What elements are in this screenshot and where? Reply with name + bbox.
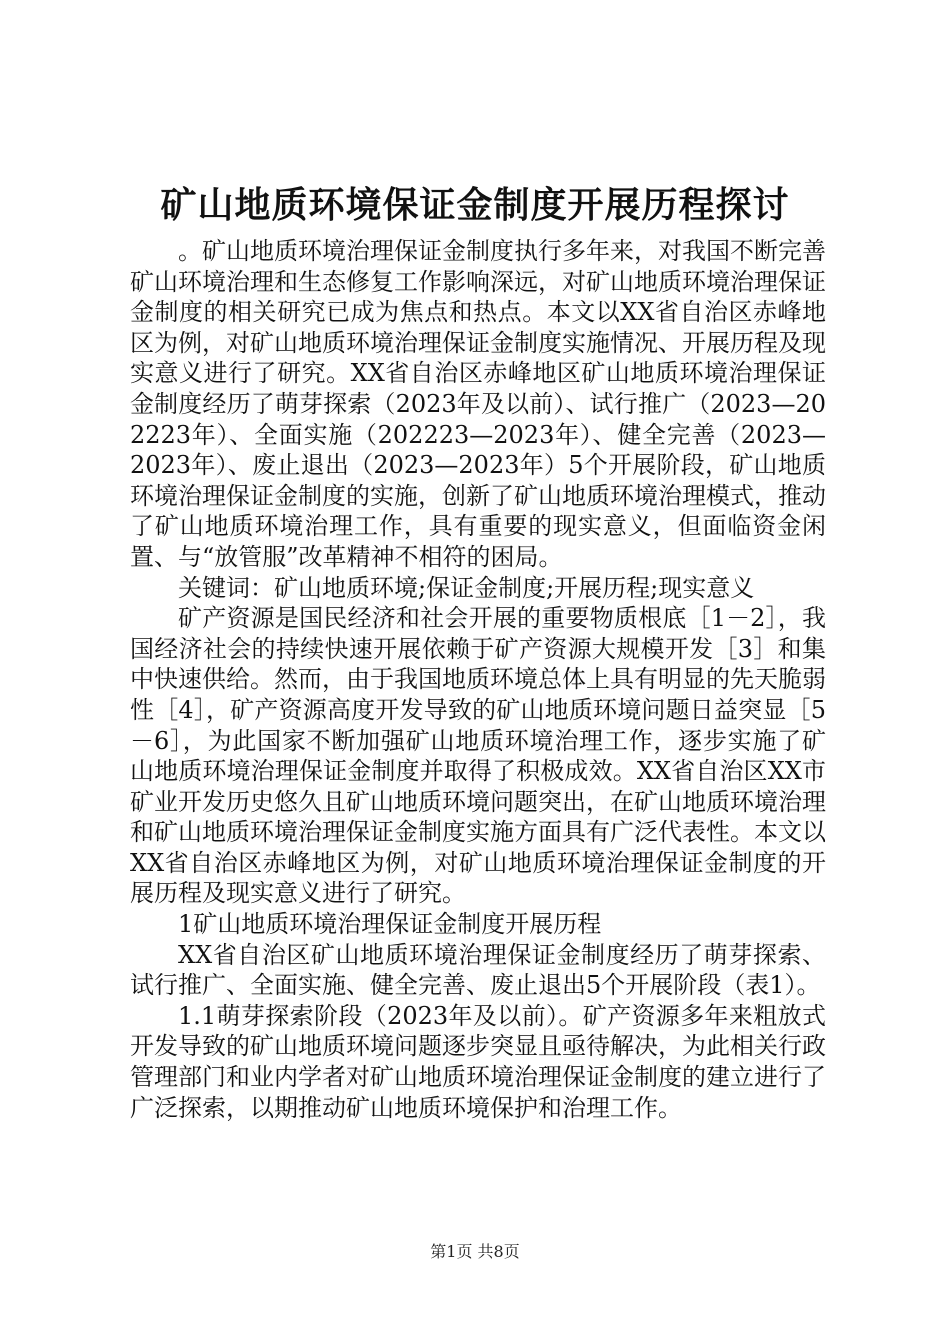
page-number-footer: 第1页 共8页: [430, 1242, 520, 1261]
document-title: 矿山地质环境保证金制度开展历程探讨: [160, 184, 790, 226]
abstract-paragraph: 。矿山地质环境治理保证金制度执行多年来，对我国不断完善矿山环境治理和生态修复工作影响深远，对矿山地质环境治理保证金制度的相关研究已成为焦点和热点。本文以XX省自治区赤峰地区为例，对矿山地质环境治理保证金制度实施情况、开展历程及现实意义进行了研究。XX省自治区赤峰地区矿山地质环境治理保证金制度经历了萌芽探索（2023年及以前）、试行推广（2023—202223年）、全面实施（202223—2023年）、健全完善（2023—2023年）、废止退出（2023—2023年）5个开展阶段，矿山地质环境治理保证金制度的实施，创新了矿山地质环境治理模式，推动了矿山地质环境治理工作，具有重要的现实意义，但面临资金闲置、与“放管服”改革精神不相符的困局。: [130, 237, 826, 571]
introduction-paragraph: 矿产资源是国民经济和社会开展的重要物质根底［1－2］，我国经济社会的持续快速开展依赖于矿产资源大规模开发［3］和集中快速供给。然而，由于我国地质环境总体上具有明显的先天脆弱性［4］，矿产资源高度开发导致的矿山地质环境问题日益突显［5－6］，为此国家不断加强矿山地质环境治理工作，逐步实施了矿山地质环境治理保证金制度并取得了积极成效。XX省自治区XX市矿业开发历史悠久且矿山地质环境问题突出，在矿山地质环境治理和矿山地质环境治理保证金制度实施方面具有广泛代表性。本文以XX省自治区赤峰地区为例，对矿山地质环境治理保证金制度的开展历程及现实意义进行了研究。: [130, 604, 826, 908]
section-heading: 1矿山地质环境治理保证金制度开展历程: [178, 910, 602, 939]
document-body: [130, 236, 826, 1123]
subsection-paragraph: 1.1萌芽探索阶段（2023年及以前）。矿产资源多年来粗放式开发导致的矿山地质环境问题逐步突显且亟待解决，为此相关行政管理部门和业内学者对矿山地质环境治理保证金制度的建立进行了广泛探索，以期推动矿山地质环境保护和治理工作。: [130, 1001, 826, 1122]
keywords-paragraph: 关键词：矿山地质环境;保证金制度;开展历程;现实意义: [178, 573, 755, 602]
section-intro-paragraph: XX省自治区矿山地质环境治理保证金制度经历了萌芽探索、试行推广、全面实施、健全完善、废止退出5个开展阶段（表1）。: [130, 940, 826, 1000]
